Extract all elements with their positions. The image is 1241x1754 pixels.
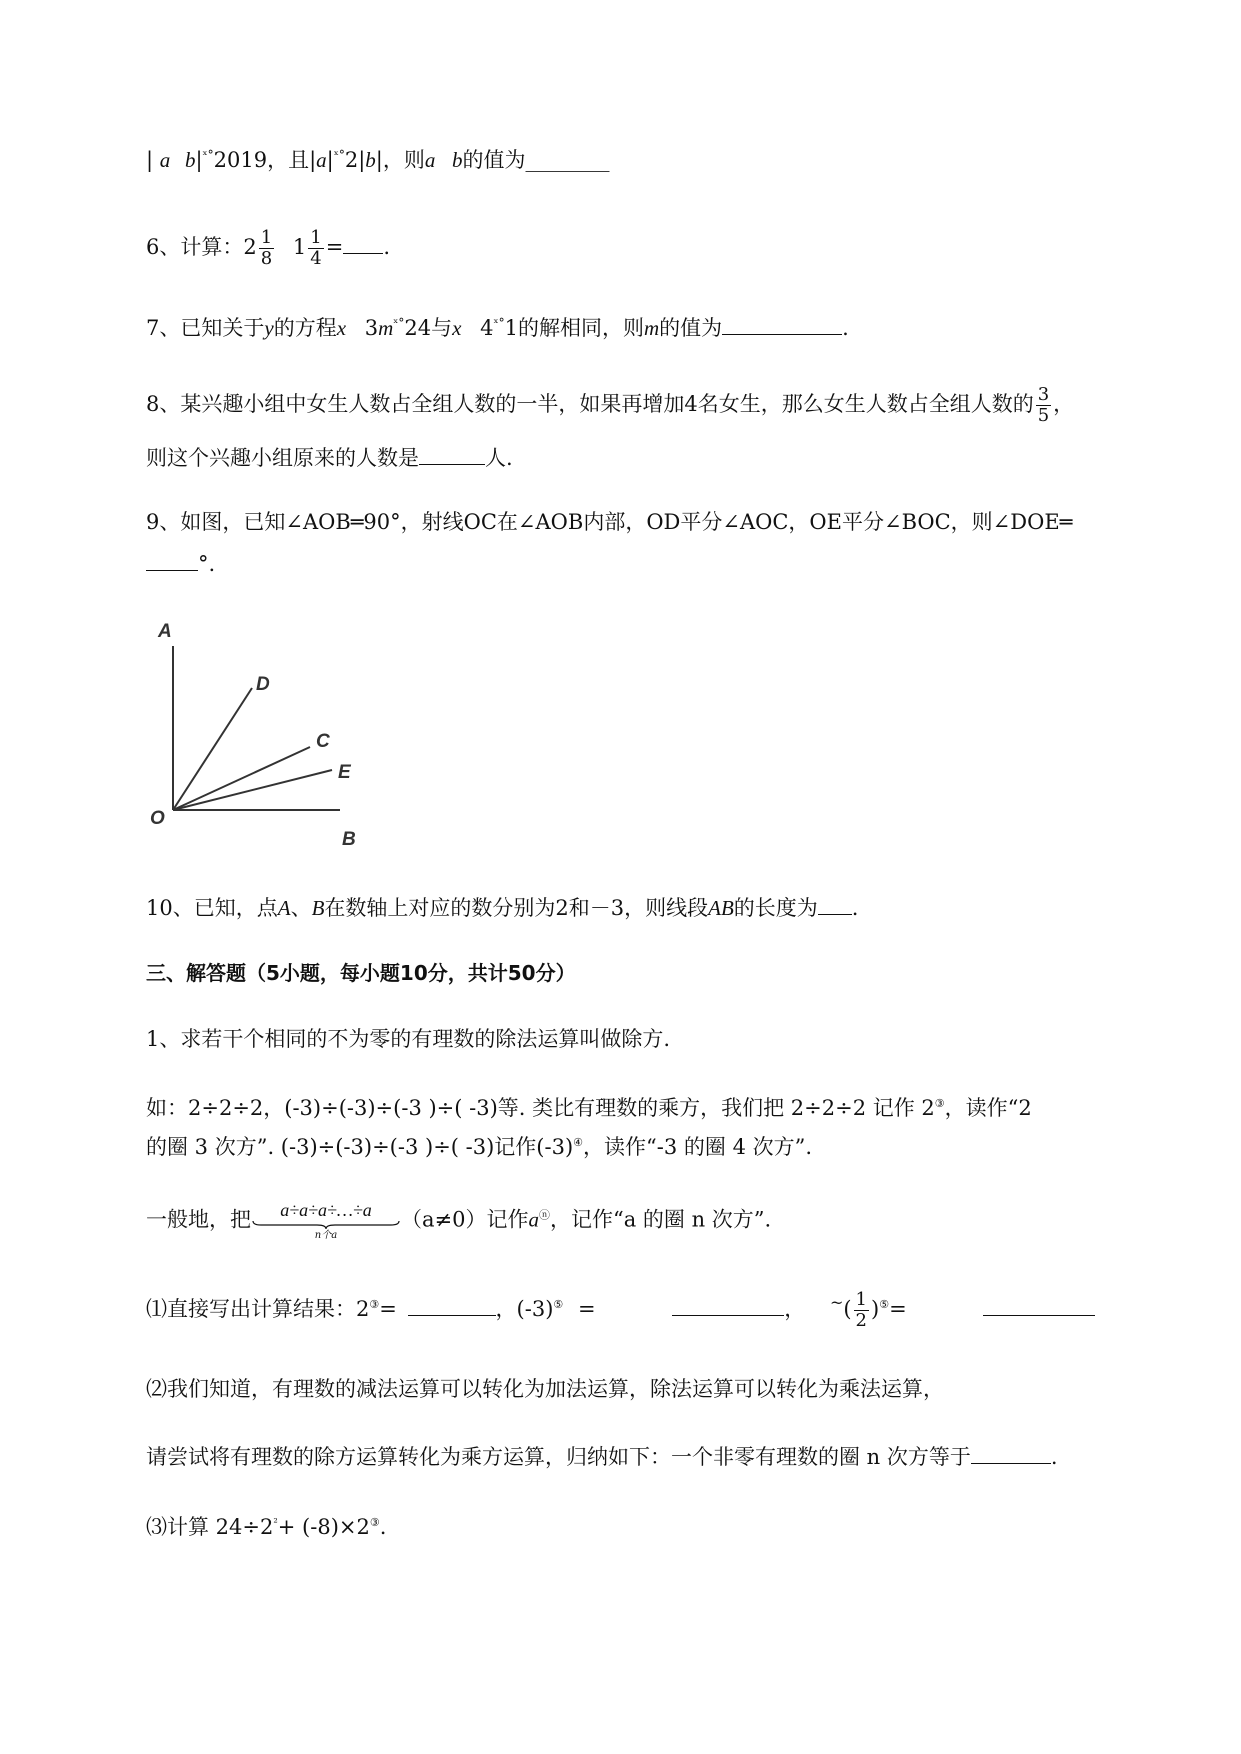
q7-var-x: x bbox=[336, 316, 347, 340]
q6-whole: 1 bbox=[292, 235, 307, 259]
answer-blank[interactable] bbox=[971, 1443, 1051, 1464]
label-o: O bbox=[150, 808, 165, 829]
problem-1-definition bbox=[146, 1200, 771, 1242]
q5-text: 2| bbox=[344, 148, 366, 172]
q10-end: . bbox=[851, 896, 859, 920]
q5-var-a: a bbox=[159, 148, 171, 172]
numerator: 1 bbox=[260, 227, 273, 248]
p7-text: + (-8)×2 bbox=[277, 1515, 370, 1539]
denominator: 2 bbox=[855, 1310, 867, 1331]
q5-text: |，则 bbox=[375, 148, 425, 172]
q7-var-m: m bbox=[378, 316, 394, 340]
p4-paren: ( bbox=[843, 1297, 852, 1321]
q10-text: 、 bbox=[290, 896, 312, 920]
p6-text: 请尝试将有理数的除方运算转化为乘方运算，归纳如下：一个非零有理数的圈 n 次方等于 bbox=[146, 1445, 971, 1469]
q7-var-y: y bbox=[264, 316, 274, 340]
p2-text: ，读作“2 bbox=[944, 1096, 1032, 1120]
q7-var-m: m bbox=[643, 316, 660, 340]
question-9-line-1 bbox=[146, 507, 1072, 537]
ray-oe bbox=[173, 770, 332, 810]
q5-text: | bbox=[195, 148, 203, 172]
q5-glyph: ˣ° bbox=[333, 148, 345, 162]
question-9-line-2 bbox=[146, 549, 215, 579]
problem-1-intro: 1、求若干个相同的不为零的有理数的除法运算叫做除方. bbox=[146, 1027, 671, 1051]
q9-text: 9、如图，已知∠AOB═90°，射线OC在∠AOB内部，OD平分∠AOC，OE平分∠BOC，则∠DOE═ bbox=[146, 510, 1073, 534]
part-3 bbox=[146, 1508, 386, 1542]
label-b: B bbox=[342, 829, 356, 850]
part-2-line-2 bbox=[146, 1442, 1058, 1472]
brace-expression: a÷a÷a÷…÷a bbox=[280, 1200, 372, 1220]
p3-text: ，记作“a 的圈 n 次方”. bbox=[549, 1207, 772, 1232]
q7-var-x: x bbox=[452, 316, 462, 340]
q10-text: 10、已知，点 bbox=[146, 896, 278, 920]
q10-text: 在数轴上对应的数分别为2和－3，则线段 bbox=[324, 896, 709, 920]
q10-var-a: A bbox=[277, 896, 291, 920]
p6-end: . bbox=[1050, 1445, 1058, 1469]
question-8-line-1 bbox=[146, 385, 1074, 426]
question-8-line-2 bbox=[146, 443, 513, 473]
q10-var-ab: AB bbox=[708, 896, 734, 920]
section-heading: 三、解答题（5小题，每小题10分，共计50分） bbox=[146, 961, 576, 985]
part-1 bbox=[146, 1288, 1095, 1331]
answer-blank[interactable] bbox=[983, 1295, 1095, 1316]
q5-var-a: a bbox=[424, 148, 436, 172]
q7-end: . bbox=[842, 316, 849, 340]
p4-text: ⑴直接写出计算结果：2 bbox=[146, 1297, 370, 1321]
q7-text: 4 bbox=[480, 316, 494, 340]
circled-exponent: ③ bbox=[369, 1298, 380, 1311]
p2-text: 如：2÷2÷2，(-3)÷(-3)÷(-3 )÷( -3)等. 类比有理数的乘方，我们把 2÷2÷2 记作 2 bbox=[146, 1096, 935, 1120]
p4-text: = bbox=[379, 1297, 397, 1321]
q6-end: . bbox=[383, 235, 391, 259]
q10-var-b: B bbox=[311, 896, 325, 920]
problem-1-example-line-2 bbox=[146, 1128, 812, 1162]
exponent: ² bbox=[273, 1516, 278, 1529]
answer-blank[interactable] bbox=[818, 894, 852, 915]
circled-exponent: ③ bbox=[934, 1097, 945, 1110]
denominator: 4 bbox=[310, 248, 322, 269]
question-7 bbox=[146, 308, 849, 343]
q7-text: 的值为 bbox=[659, 316, 723, 340]
q9-text: °. bbox=[198, 552, 216, 576]
q6-fraction-2 bbox=[308, 228, 323, 269]
p4-text: ， bbox=[784, 1297, 806, 1321]
q7-text: 3 bbox=[364, 316, 379, 340]
q10-text: 的长度为 bbox=[733, 896, 818, 920]
q6-prefix: 6、计算： bbox=[146, 235, 244, 259]
p4-fraction bbox=[854, 1290, 869, 1331]
q7-text: 24与 bbox=[404, 316, 453, 340]
q5-text: | bbox=[326, 148, 334, 172]
q5-text: 2019，且| bbox=[213, 148, 317, 172]
underbrace-icon bbox=[251, 1220, 401, 1230]
answer-blank[interactable] bbox=[343, 233, 383, 254]
numerator: 1 bbox=[310, 227, 322, 248]
answer-blank[interactable] bbox=[672, 1295, 784, 1316]
problem-1-example-line-1 bbox=[146, 1089, 1032, 1123]
q7-glyph: ˣ° bbox=[493, 316, 505, 330]
denominator: 8 bbox=[260, 248, 273, 269]
q6-fraction-1 bbox=[259, 228, 274, 269]
q5-var-a: a bbox=[316, 148, 327, 172]
answer-blank[interactable] bbox=[419, 444, 485, 465]
q5-var-b: b bbox=[452, 148, 463, 172]
p4-text: = bbox=[577, 1297, 596, 1321]
circled-exponent: ⓝ bbox=[538, 1208, 550, 1222]
p3-text: 一般地，把 bbox=[146, 1207, 251, 1232]
p7-text: ⑶计算 24÷2 bbox=[146, 1515, 274, 1539]
circled-exponent: ⑤ bbox=[553, 1298, 564, 1311]
p4-paren: ) bbox=[871, 1297, 880, 1321]
answer-blank[interactable] bbox=[146, 550, 198, 571]
q8-text: 8、某兴趣小组中女生人数占全组人数的一半，如果再增加4名女生，那么女生人数占全组人数的 bbox=[146, 392, 1034, 416]
angle-figure bbox=[140, 615, 380, 855]
q7-text: 1的解相同，则 bbox=[504, 316, 644, 340]
q5-text: | bbox=[146, 148, 154, 172]
p4-tilde: ~ bbox=[829, 1293, 844, 1312]
answer-blank[interactable] bbox=[722, 314, 842, 335]
label-e: E bbox=[338, 762, 351, 783]
q7-glyph: ˣ° bbox=[393, 316, 405, 330]
p3-text: （a≠0）记作 bbox=[401, 1207, 529, 1232]
q8-text: 则这个兴趣小组原来的人数是 bbox=[146, 446, 419, 470]
label-c: C bbox=[316, 731, 330, 752]
numerator: 3 bbox=[1037, 384, 1050, 405]
question-10 bbox=[146, 893, 858, 923]
circled-exponent: ④ bbox=[573, 1136, 584, 1149]
circled-exponent: ⑤ bbox=[879, 1298, 890, 1311]
q7-text: 的方程 bbox=[273, 316, 337, 340]
q6-equals: = bbox=[325, 235, 344, 259]
q8-text: ， bbox=[1053, 392, 1075, 416]
numerator: 1 bbox=[855, 1289, 867, 1310]
q8-fraction bbox=[1036, 385, 1051, 426]
p3-var-a: a bbox=[528, 1207, 539, 1232]
q5-var-b: b bbox=[365, 148, 376, 172]
q5-var-b: b bbox=[184, 148, 196, 172]
p4-text: ，(-3) bbox=[495, 1297, 554, 1321]
answer-blank[interactable] bbox=[408, 1295, 496, 1316]
circled-exponent: ③ bbox=[369, 1516, 380, 1529]
q6-whole: 2 bbox=[243, 235, 257, 259]
part-2-line-1: ⑵我们知道，有理数的减法运算可以转化为加法运算，除法运算可以转化为乘法运算， bbox=[146, 1377, 944, 1401]
q8-text: 人. bbox=[485, 446, 513, 470]
p2-text: 的圈 3 次方”. (-3)÷(-3)÷(-3 )÷( -3)记作(-3) bbox=[146, 1135, 574, 1159]
p2-text: ，读作“-3 的圈 4 次方”. bbox=[583, 1135, 813, 1159]
q5-text: 的值为________ bbox=[462, 148, 610, 172]
p7-end: . bbox=[379, 1515, 387, 1539]
q5-glyph: ˣ° bbox=[202, 148, 214, 162]
denominator: 5 bbox=[1037, 405, 1050, 426]
underbrace-expression bbox=[251, 1200, 401, 1242]
brace-label: n个a bbox=[314, 1230, 338, 1241]
question-5-line bbox=[146, 140, 610, 175]
p4-text: = bbox=[889, 1297, 907, 1321]
question-6 bbox=[146, 228, 390, 269]
q7-prefix: 7、已知关于 bbox=[146, 316, 265, 340]
label-a: A bbox=[158, 621, 172, 642]
label-d: D bbox=[256, 674, 270, 695]
